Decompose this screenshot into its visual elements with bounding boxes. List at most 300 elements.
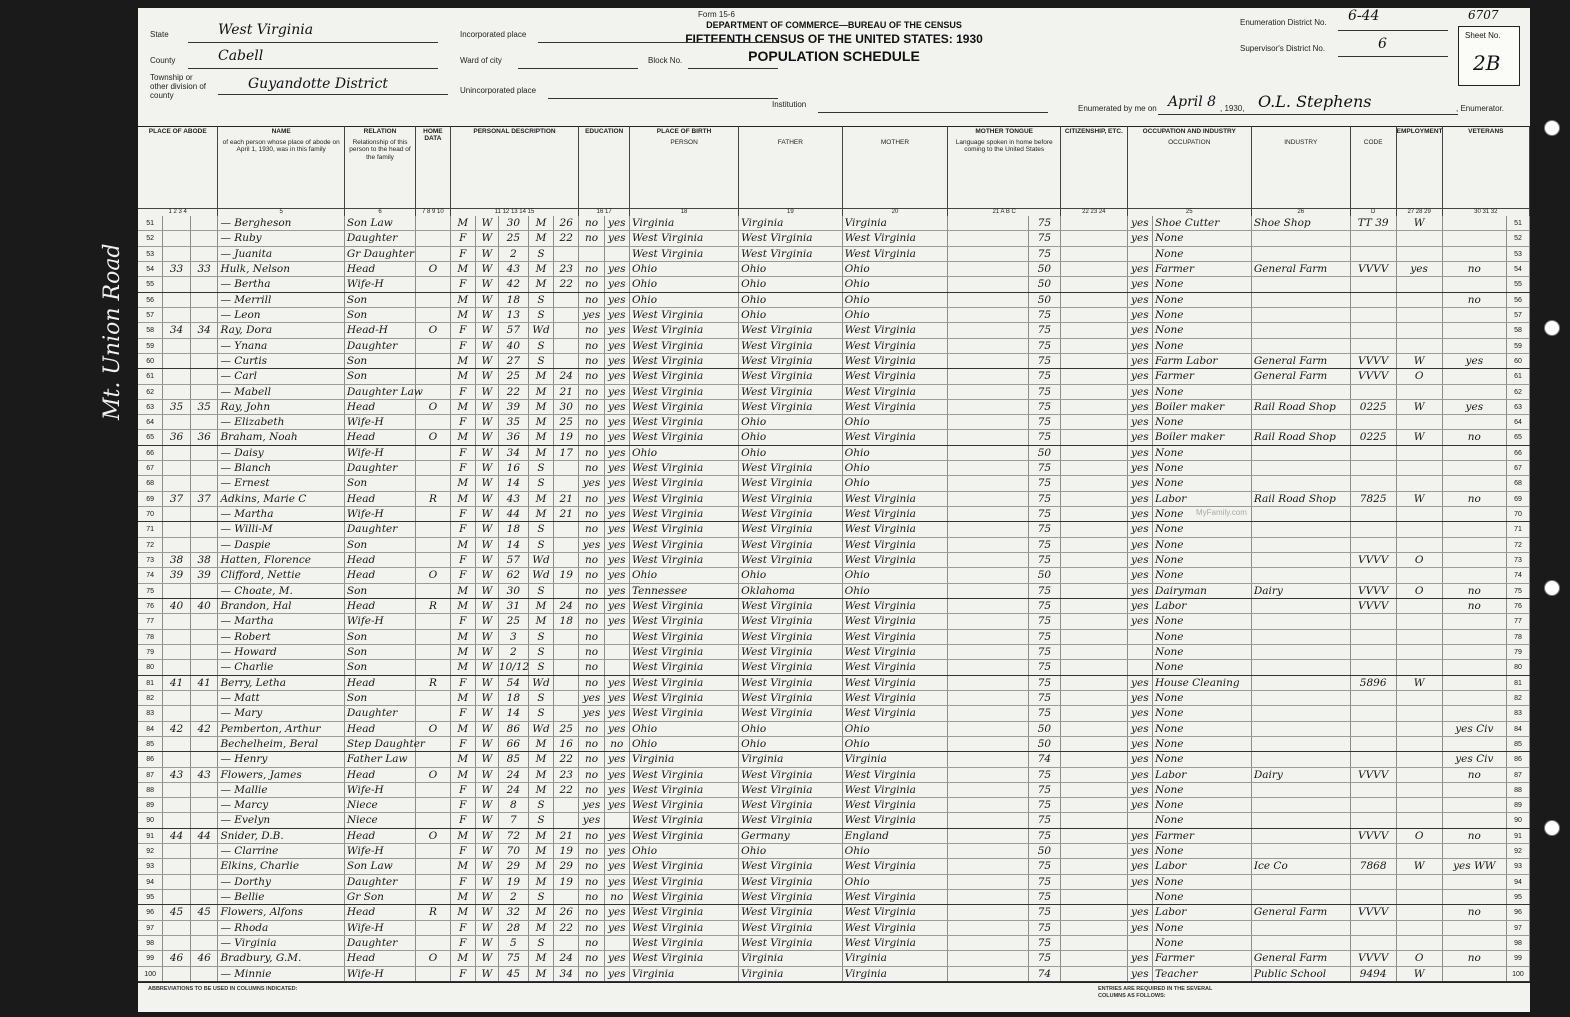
cell-race: W — [476, 369, 499, 383]
cell-fam — [191, 844, 219, 858]
cell-occ: None — [1153, 538, 1252, 552]
cell-code: 75 — [1029, 890, 1061, 904]
cell-emp: W — [1397, 354, 1443, 368]
column-header — [345, 126, 416, 216]
cell-end: 80 — [1507, 660, 1530, 674]
cell-age: 13 — [499, 308, 529, 322]
cell-eng: yes — [1128, 323, 1153, 337]
cell-occ: None — [1153, 323, 1252, 337]
cell-name: — Ynana — [218, 339, 344, 353]
cell-fam — [191, 339, 219, 353]
cell-ln: 56 — [138, 293, 163, 307]
cell-age: 29 — [499, 859, 529, 873]
cell-age: 43 — [499, 262, 529, 276]
cell-name: — Marcy — [218, 798, 344, 812]
cell-sch: no — [579, 446, 604, 460]
cell-end: 76 — [1507, 599, 1530, 613]
cell-oc: 7825 — [1351, 492, 1397, 506]
cell-agem — [554, 630, 579, 644]
cell-code: 50 — [1029, 737, 1061, 751]
cell-mb: West Virginia — [843, 813, 949, 827]
cell-sex: F — [451, 446, 476, 460]
cell-ln: 62 — [138, 385, 163, 399]
column-header — [1443, 126, 1530, 216]
cell-dw — [163, 584, 191, 598]
cell-age: 19 — [499, 875, 529, 889]
cell-end: 67 — [1507, 461, 1530, 475]
cell-vet — [1443, 737, 1507, 751]
cell-age: 32 — [499, 905, 529, 919]
cell-age: 25 — [499, 231, 529, 245]
cell-eng — [1128, 645, 1153, 659]
cell-emp: W — [1397, 492, 1443, 506]
cell-age: 57 — [499, 553, 529, 567]
cell-cit — [1061, 430, 1128, 444]
ward-label: Ward of city — [460, 56, 502, 65]
cell-fb: West Virginia — [739, 691, 842, 705]
column-label: Language spoken in home before coming to the United States — [955, 139, 1053, 154]
cell-sex: F — [451, 522, 476, 536]
cell-sch: no — [579, 936, 604, 950]
cell-read: yes — [605, 522, 630, 536]
cell-mar: S — [529, 538, 554, 552]
cell-sch: yes — [579, 538, 604, 552]
cell-lang — [948, 752, 1028, 766]
cell-eng: yes — [1128, 216, 1153, 230]
cell-pb: West Virginia — [630, 798, 739, 812]
cell-lang — [948, 783, 1028, 797]
cell-read: no — [605, 737, 630, 751]
cell-mar: M — [529, 844, 554, 858]
cell-fb: West Virginia — [739, 400, 842, 414]
supervisor-value: 6 — [1378, 36, 1387, 52]
cell-oc — [1351, 691, 1397, 705]
cell-age: 75 — [499, 951, 529, 965]
binder-hole — [1544, 320, 1560, 336]
cell-emp: W — [1397, 859, 1443, 873]
cell-vet: yes Civ — [1443, 752, 1507, 766]
cell-oc — [1351, 844, 1397, 858]
cell-rel: Son Law — [345, 859, 416, 873]
cell-dw: 43 — [163, 768, 191, 782]
cell-lang — [948, 369, 1028, 383]
cell-emp — [1397, 921, 1443, 935]
cell-vet — [1443, 507, 1507, 521]
cell-emp: O — [1397, 553, 1443, 567]
cell-ln: 64 — [138, 415, 163, 429]
cell-sex: M — [451, 951, 476, 965]
cell-oc: VVVV — [1351, 905, 1397, 919]
cell-fb: Germany — [739, 829, 842, 843]
table-row — [138, 798, 1530, 813]
cell-occ: None — [1153, 385, 1252, 399]
cell-sch: no — [579, 522, 604, 536]
cell-lang — [948, 829, 1028, 843]
cell-pb: West Virginia — [630, 430, 739, 444]
cell-sch: yes — [579, 476, 604, 490]
cell-agem: 34 — [554, 967, 579, 981]
cell-fam — [191, 752, 219, 766]
cell-vet — [1443, 308, 1507, 322]
cell-agem — [554, 247, 579, 261]
cell-ind — [1252, 722, 1351, 736]
cell-end: 68 — [1507, 476, 1530, 490]
cell-code: 75 — [1029, 783, 1061, 797]
cell-end: 69 — [1507, 492, 1530, 506]
cell-read: yes — [605, 308, 630, 322]
cell-lang — [948, 262, 1028, 276]
cell-occ: Farmer — [1153, 951, 1252, 965]
cell-mb: Virginia — [843, 752, 949, 766]
cell-dw: 39 — [163, 568, 191, 582]
cell-fam — [191, 921, 219, 935]
cell-sex: M — [451, 645, 476, 659]
cell-fam — [191, 584, 219, 598]
cell-mb: Ohio — [843, 737, 949, 751]
cell-code: 50 — [1029, 262, 1061, 276]
cell-emp — [1397, 568, 1443, 582]
cell-pb: Virginia — [630, 216, 739, 230]
cell-pb: Ohio — [630, 262, 739, 276]
cell-code: 75 — [1029, 354, 1061, 368]
cell-lang — [948, 216, 1028, 230]
cell-fb: West Virginia — [739, 768, 842, 782]
cell-read: yes — [605, 798, 630, 812]
table-row — [138, 599, 1530, 614]
cell-cit — [1061, 461, 1128, 475]
cell-code: 75 — [1029, 676, 1061, 690]
cell-sex: M — [451, 308, 476, 322]
cell-cit — [1061, 691, 1128, 705]
cell-ln: 71 — [138, 522, 163, 536]
cell-pb: Ohio — [630, 844, 739, 858]
cell-dw: 38 — [163, 553, 191, 567]
cell-age: 24 — [499, 783, 529, 797]
cell-lang — [948, 415, 1028, 429]
cell-own — [416, 354, 450, 368]
cell-sex: F — [451, 277, 476, 291]
cell-end: 58 — [1507, 323, 1530, 337]
cell-read: yes — [605, 538, 630, 552]
table-row — [138, 400, 1530, 415]
cell-code: 75 — [1029, 813, 1061, 827]
cell-vet — [1443, 446, 1507, 460]
cell-cit — [1061, 905, 1128, 919]
cell-name: — Carl — [218, 369, 344, 383]
table-row — [138, 967, 1530, 982]
cell-lang — [948, 430, 1028, 444]
cell-read: yes — [605, 584, 630, 598]
cell-mar: M — [529, 614, 554, 628]
cell-ind — [1252, 921, 1351, 935]
cell-ind — [1252, 507, 1351, 521]
cell-age: 7 — [499, 813, 529, 827]
cell-agem: 29 — [554, 859, 579, 873]
cell-race: W — [476, 844, 499, 858]
table-row — [138, 722, 1530, 737]
cell-fam: 38 — [191, 553, 219, 567]
cell-occ: Shoe Cutter — [1153, 216, 1252, 230]
cell-agem — [554, 522, 579, 536]
cell-pb: West Virginia — [630, 339, 739, 353]
cell-mb: West Virginia — [843, 768, 949, 782]
cell-rel: Son — [345, 308, 416, 322]
cell-fb: West Virginia — [739, 859, 842, 873]
cell-oc — [1351, 630, 1397, 644]
cell-sex: F — [451, 568, 476, 582]
cell-ln: 58 — [138, 323, 163, 337]
cell-agem: 21 — [554, 507, 579, 521]
cell-agem — [554, 476, 579, 490]
cell-vet — [1443, 967, 1507, 981]
cell-code: 75 — [1029, 415, 1061, 429]
cell-name: — Henry — [218, 752, 344, 766]
cell-fam — [191, 461, 219, 475]
cell-emp — [1397, 614, 1443, 628]
cell-fam: 43 — [191, 768, 219, 782]
cell-sex: F — [451, 323, 476, 337]
cell-rel: Daughter — [345, 461, 416, 475]
cell-code: 75 — [1029, 522, 1061, 536]
cell-agem — [554, 660, 579, 674]
cell-oc — [1351, 461, 1397, 475]
column-group-label: NAME — [271, 128, 291, 135]
cell-end: 96 — [1507, 905, 1530, 919]
table-row — [138, 660, 1530, 675]
supervisor-label: Supervisor's District No. — [1240, 44, 1326, 53]
cell-fb: West Virginia — [739, 247, 842, 261]
cell-read: yes — [605, 752, 630, 766]
cell-agem: 19 — [554, 568, 579, 582]
cell-rel: Wife-H — [345, 921, 416, 935]
table-row — [138, 385, 1530, 400]
cell-agem: 19 — [554, 844, 579, 858]
cell-sch: no — [579, 584, 604, 598]
cell-race: W — [476, 921, 499, 935]
cell-mar: M — [529, 430, 554, 444]
cell-dw — [163, 875, 191, 889]
cell-eng: yes — [1128, 430, 1153, 444]
cell-pb: West Virginia — [630, 829, 739, 843]
cell-name: — Clarrine — [218, 844, 344, 858]
cell-ind — [1252, 783, 1351, 797]
cell-age: 72 — [499, 829, 529, 843]
cell-pb: West Virginia — [630, 630, 739, 644]
cell-cit — [1061, 446, 1128, 460]
table-row — [138, 829, 1530, 844]
cell-fb: Ohio — [739, 737, 842, 751]
cell-read — [605, 645, 630, 659]
cell-sch: no — [579, 293, 604, 307]
cell-occ: Labor — [1153, 492, 1252, 506]
cell-mb: West Virginia — [843, 783, 949, 797]
cell-agem — [554, 553, 579, 567]
cell-vet — [1443, 676, 1507, 690]
cell-dw — [163, 247, 191, 261]
cell-oc — [1351, 921, 1397, 935]
cell-rel: Head — [345, 430, 416, 444]
cell-mb: Virginia — [843, 967, 949, 981]
cell-rel: Daughter Law — [346, 385, 423, 398]
cell-rel: Head — [345, 905, 416, 919]
table-row — [138, 430, 1530, 445]
cell-code: 75 — [1029, 323, 1061, 337]
cell-sch: yes — [579, 798, 604, 812]
column-number: 18 — [630, 208, 738, 215]
cell-own — [416, 553, 450, 567]
stamp-number: 6707 — [1468, 8, 1499, 22]
cell-ind — [1252, 829, 1351, 843]
cell-vet — [1443, 247, 1507, 261]
cell-age: 30 — [499, 584, 529, 598]
cell-own: O — [416, 768, 450, 782]
cell-ind — [1252, 660, 1351, 674]
cell-dw — [163, 706, 191, 720]
cell-mar: M — [529, 967, 554, 981]
cell-sex: M — [451, 660, 476, 674]
cell-name: — Ernest — [218, 476, 344, 490]
cell-code: 75 — [1029, 430, 1061, 444]
cell-name: Hulk, Nelson — [218, 262, 344, 276]
cell-emp — [1397, 630, 1443, 644]
cell-code: 50 — [1029, 568, 1061, 582]
cell-ln: 91 — [138, 829, 163, 843]
cell-eng: yes — [1128, 722, 1153, 736]
cell-cit — [1061, 967, 1128, 981]
cell-fam — [191, 293, 219, 307]
cell-eng: yes — [1128, 461, 1153, 475]
cell-lang — [948, 660, 1028, 674]
cell-cit — [1061, 875, 1128, 889]
cell-agem: 25 — [554, 722, 579, 736]
cell-dw — [163, 461, 191, 475]
cell-pb: West Virginia — [630, 538, 739, 552]
cell-end: 55 — [1507, 277, 1530, 291]
cell-oc: TT 39 — [1351, 216, 1397, 230]
cell-own: O — [416, 323, 450, 337]
cell-emp: O — [1397, 829, 1443, 843]
cell-dw — [163, 921, 191, 935]
cell-dw — [163, 308, 191, 322]
cell-rel: Head — [345, 400, 416, 414]
cell-eng: yes — [1128, 568, 1153, 582]
cell-ind: Rail Road Shop — [1252, 430, 1351, 444]
cell-emp — [1397, 722, 1443, 736]
cell-sex: M — [451, 216, 476, 230]
cell-lang — [948, 798, 1028, 812]
cell-pb: West Virginia — [630, 553, 739, 567]
cell-cit — [1061, 492, 1128, 506]
table-row — [138, 645, 1530, 660]
cell-own: O — [416, 400, 450, 414]
cell-oc: VVVV — [1351, 262, 1397, 276]
cell-mb: West Virginia — [843, 430, 949, 444]
cell-sch: no — [579, 875, 604, 889]
cell-pb: West Virginia — [630, 813, 739, 827]
column-number: 30 31 32 — [1443, 208, 1529, 215]
cell-emp — [1397, 446, 1443, 460]
cell-ln: 84 — [138, 722, 163, 736]
cell-end: 53 — [1507, 247, 1530, 261]
cell-ln: 93 — [138, 859, 163, 873]
cell-code: 75 — [1029, 369, 1061, 383]
cell-age: 40 — [499, 339, 529, 353]
cell-mb: West Virginia — [843, 339, 949, 353]
cell-dw — [163, 216, 191, 230]
cell-rel: Head — [345, 568, 416, 582]
cell-emp — [1397, 783, 1443, 797]
cell-name: — Daisy — [218, 446, 344, 460]
cell-age: 5 — [499, 936, 529, 950]
cell-occ: None — [1153, 722, 1252, 736]
cell-code: 75 — [1029, 308, 1061, 322]
cell-read: yes — [605, 293, 630, 307]
cell-fb: Virginia — [739, 967, 842, 981]
cell-oc — [1351, 798, 1397, 812]
cell-dw: 44 — [163, 829, 191, 843]
cell-name: — Mary — [218, 706, 344, 720]
cell-mb: West Virginia — [843, 507, 949, 521]
cell-ind — [1252, 706, 1351, 720]
cell-occ: None — [1153, 936, 1252, 950]
cell-race: W — [476, 385, 499, 399]
cell-emp — [1397, 339, 1443, 353]
cell-cit — [1061, 216, 1128, 230]
cell-rel: Wife-H — [345, 844, 416, 858]
cell-sex: F — [451, 737, 476, 751]
table-row — [138, 813, 1530, 828]
cell-dw: 33 — [163, 262, 191, 276]
cell-end: 99 — [1507, 951, 1530, 965]
cell-emp — [1397, 231, 1443, 245]
cell-name: Ray, Dora — [218, 323, 344, 337]
cell-code: 75 — [1029, 691, 1061, 705]
cell-oc — [1351, 339, 1397, 353]
cell-read: yes — [605, 829, 630, 843]
cell-mb: West Virginia — [843, 400, 949, 414]
cell-ind — [1252, 231, 1351, 245]
cell-cit — [1061, 921, 1128, 935]
cell-race: W — [476, 323, 499, 337]
cell-lang — [948, 737, 1028, 751]
cell-race: W — [476, 813, 499, 827]
cell-rel: Wife-H — [345, 967, 416, 981]
cell-agem: 22 — [554, 752, 579, 766]
cell-cit — [1061, 768, 1128, 782]
cell-emp — [1397, 415, 1443, 429]
cell-race: W — [476, 737, 499, 751]
cell-sex: M — [451, 262, 476, 276]
cell-code: 74 — [1029, 752, 1061, 766]
table-row — [138, 492, 1530, 507]
cell-vet — [1443, 691, 1507, 705]
cell-lang — [948, 354, 1028, 368]
cell-ln: 61 — [138, 369, 163, 383]
cell-lang — [948, 476, 1028, 490]
cell-code: 75 — [1029, 584, 1061, 598]
cell-mar: S — [529, 522, 554, 536]
cell-ln: 83 — [138, 706, 163, 720]
column-group-label: OCCUPATION AND INDUSTRY — [1142, 128, 1236, 135]
cell-sex: F — [451, 844, 476, 858]
cell-mb: Ohio — [843, 308, 949, 322]
cell-own: R — [416, 905, 450, 919]
cell-mb: West Virginia — [843, 385, 949, 399]
cell-sch: no — [579, 216, 604, 230]
cell-occ: None — [1153, 798, 1252, 812]
cell-fb: West Virginia — [739, 921, 842, 935]
cell-mar: Wd — [529, 568, 554, 582]
